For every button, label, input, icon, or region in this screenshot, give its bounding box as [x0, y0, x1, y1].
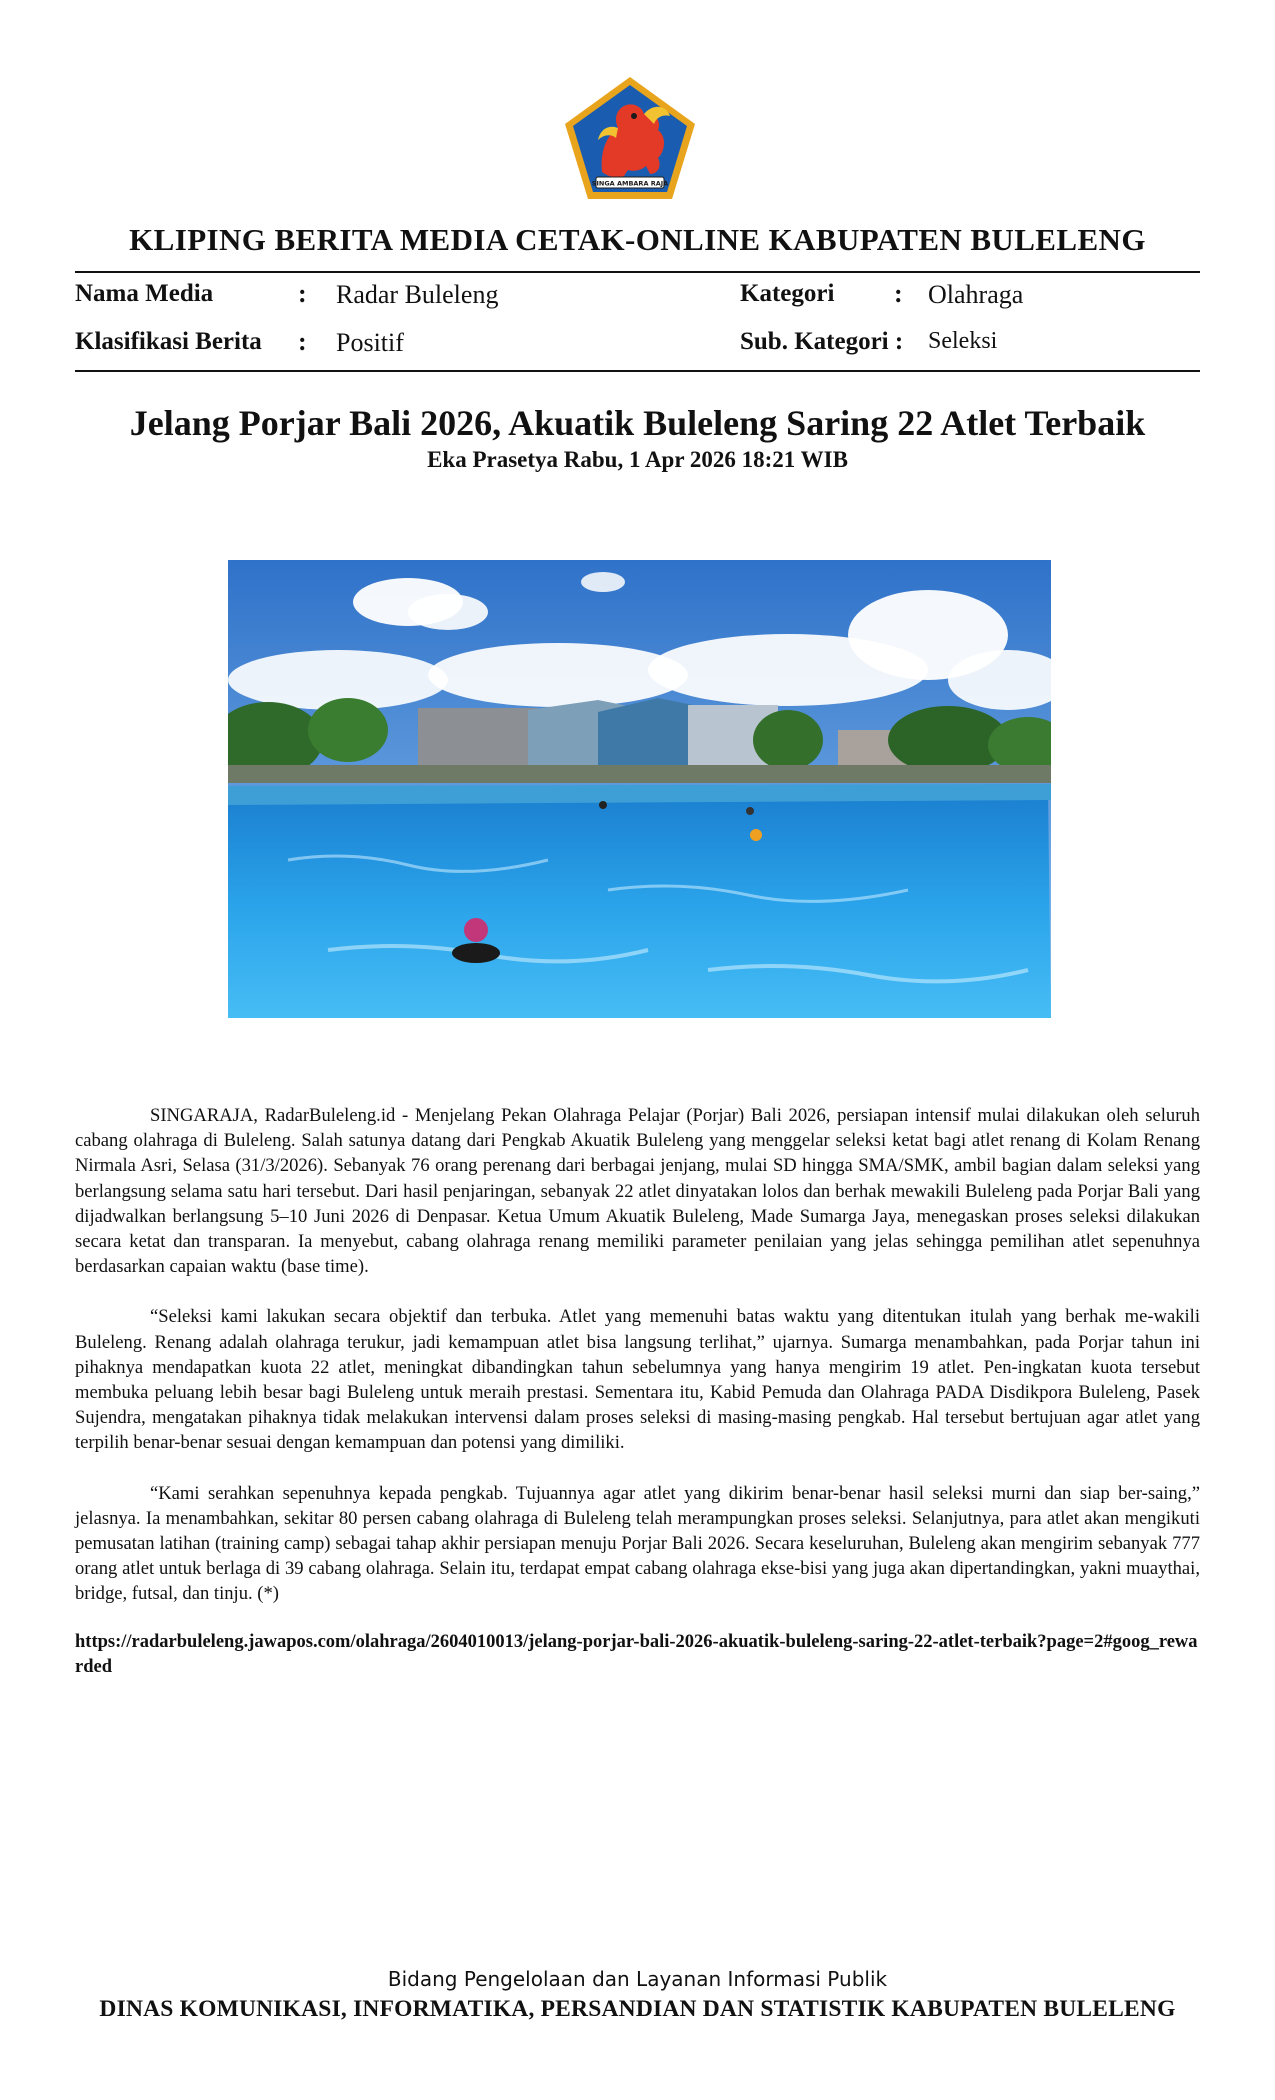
article-body	[75, 1103, 1200, 1632]
media-colon: :	[298, 279, 307, 308]
footer-agency: DINAS KOMUNIKASI, INFORMATIKA, PERSANDIAN DAN STATISTIK KABUPATEN BULELENG	[99, 1996, 1176, 2022]
regency-logo	[562, 74, 698, 202]
media-value: Radar Buleleng	[336, 280, 499, 309]
article-paragraph-1: SINGARAJA, RadarBuleleng.id - Menjelang Pekan Olahraga Pelajar (Porjar) Bali 2026, persiapan intensif mulai dilakukan oleh seluruh cabang olahraga di Buleleng. Salah satunya datang dari Pengkab Akuatik Buleleng yang menggelar seleksi ketat bagi atlet renang di Kolam Renang Nirmala Asri, Selasa (31/3/2026). Sebanyak 76 orang perenang dari berbagai jenjang, mulai SD hingga SMA/SMK, ambil bagian dalam seleksi yang berlangsung selama satu hari tersebut. Dari hasil penjaringan, sebanyak 22 atlet dinyatakan lolos dan berhak mewakili Buleleng pada Porjar Bali yang dijadwalkan berlangsung 5–10 Juni 2026 di Denpasar. Ketua Umum Akuatik Buleleng, Made Sumarga Jaya, menegaskan proses seleksi dilakukan secara ketat dan transparan. Ia menyebut, cabang olahraga renang memiliki parameter penilaian yang jelas sehingga pemilihan atlet sepenuhnya berdasarkan capaian waktu (base time).	[75, 1105, 1200, 1278]
classification-label: Klasifikasi Berita	[75, 328, 262, 355]
lion-emblem-icon	[562, 74, 698, 202]
category-value: Olahraga	[928, 280, 1024, 309]
media-label: Nama Media	[75, 280, 214, 307]
article-byline: Eka Prasetya Rabu, 1 Apr 2026 18:21 WIB	[427, 447, 848, 472]
classification-colon: :	[298, 327, 307, 356]
article-paragraph-3: “Kami serahkan sepenuhnya kepada pengkab. Tujuannya agar atlet yang dikirim benar-benar hasil seleksi murni dan siap ber-saing,” jelasnya. Ia menambahkan, sekitar 80 persen cabang olahraga di Buleleng telah merampungkan proses seleksi. Selanjutnya, para atlet akan mengikuti pemusatan latihan (training camp) sebagai tahap akhir persiapan menuju Porjar Bali 2026. Secara keseluruhan, Buleleng akan mengirim sebanyak 777 orang atlet untuk berlaga di 39 cabang olahraga. Selain itu, terdapat empat cabang olahraga ekse-bisi yang juga akan dipertandingkan, yakni muaythai, bridge, futsal, dan tinju. (*)	[75, 1482, 1200, 1605]
classification-value: Positif	[336, 328, 404, 357]
footer-department: Bidang Pengelolaan dan Layanan Informasi Publik	[387, 1967, 888, 1991]
article-paragraph-2: “Seleksi kami lakukan secara objektif dan terbuka. Atlet yang memenuhi batas waktu yang ditentukan itulah yang berhak me-wakili Buleleng. Renang adalah olahraga terukur, jadi kemampuan atlet bisa langsung terlihat,” ujarnya. Sumarga menambahkan, pada Porjar tahun ini pihaknya mendapatkan kuota 22 atlet, meningkat dibandingkan tahun sebelumnya yang hanya mengirim 19 atlet. Pen-ingkatan kuota tersebut membuka peluang lebih besar bagi Buleleng untuk meraih prestasi. Sementara itu, Kabid Pemuda dan Olahraga PADA Disdikpora Buleleng, Pasek Sujendra, mengatakan pihaknya tidak melakukan intervensi dalam proses seleksi di masing-masing pengkab. Hal tersebut bertujuan agar atlet yang terpilih benar-benar sesuai dengan kemampuan dan potensi yang dimiliki.	[75, 1306, 1200, 1454]
subcategory-label: Sub. Kategori :	[740, 328, 904, 355]
source-url-link[interactable]: https://radarbuleleng.jawapos.com/olahraga/2604010013/jelang-porjar-bali-2026-akuatik-buleleng-saring-22-atlet-terbaik?page=2#goog_rewarded	[75, 1632, 1198, 1677]
subcategory-value: Seleksi	[928, 328, 998, 354]
document-title: KLIPING BERITA MEDIA CETAK-ONLINE KABUPATEN BULELENG	[129, 222, 1146, 257]
header-bottom-divider	[75, 370, 1200, 372]
header-top-divider	[75, 271, 1200, 273]
article-photo-swimming-pool	[228, 560, 1051, 1018]
article-headline: Jelang Porjar Bali 2026, Akuatik Buleleng Saring 22 Atlet Terbaik	[129, 403, 1146, 443]
category-label: Kategori	[740, 280, 835, 307]
svg-text:SINGA AMBARA RAJA: SINGA AMBARA RAJA	[591, 179, 669, 188]
category-colon: :	[894, 279, 903, 308]
